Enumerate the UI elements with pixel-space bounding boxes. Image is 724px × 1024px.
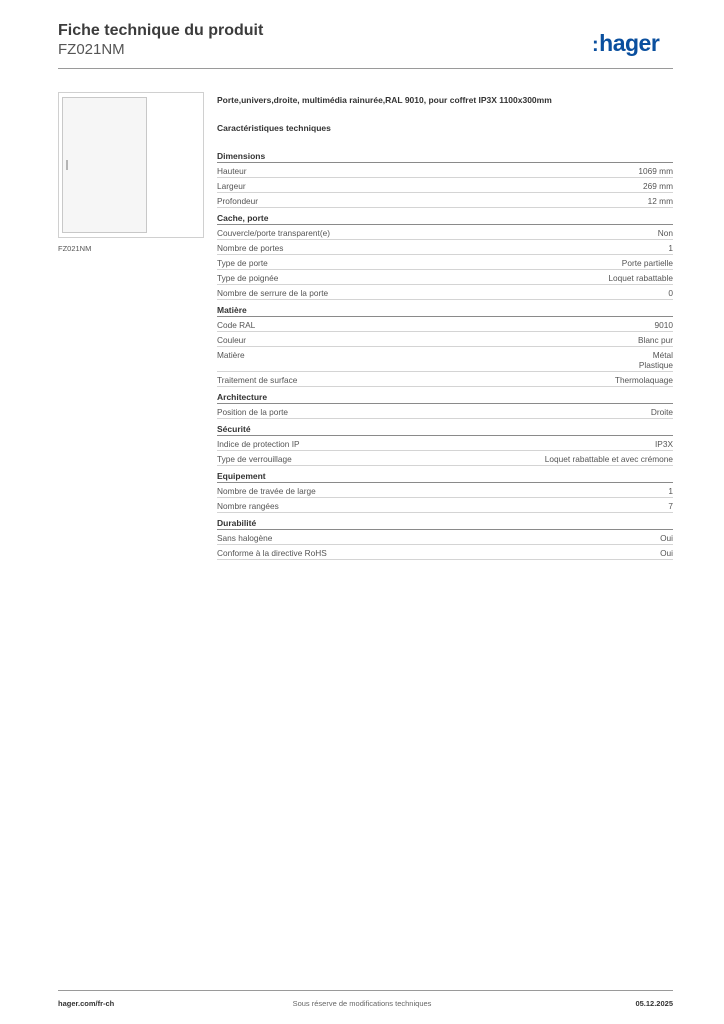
door-illustration (62, 97, 147, 233)
spec-label: Matière (217, 349, 245, 360)
spec-row (217, 372, 673, 387)
product-reference: FZ021NM (58, 41, 125, 58)
spec-section (217, 305, 673, 387)
spec-row (217, 404, 673, 419)
logo-text: hager (599, 30, 660, 56)
spec-label: Code RAL (217, 319, 256, 330)
spec-label: Profondeur (217, 195, 259, 206)
spec-label: Position de la porte (217, 406, 289, 417)
spec-value (660, 533, 673, 543)
spec-value-text: 269 mm (643, 180, 673, 191)
spec-label: Sans halogène (217, 532, 273, 543)
spec-row (217, 347, 673, 372)
spec-value-text: Porte partielle (621, 257, 673, 268)
footer-date: 05.12.2025 (635, 999, 673, 1008)
spec-label: Conforme à la directive RoHS (217, 547, 327, 558)
spec-value (638, 335, 673, 345)
spec-label: Type de porte (217, 257, 268, 268)
spec-value (658, 228, 673, 238)
spec-value (655, 320, 673, 330)
spec-row (217, 436, 673, 451)
spec-row (217, 240, 673, 255)
spec-value (668, 288, 673, 298)
spec-row (217, 451, 673, 466)
spec-section (217, 213, 673, 300)
footer-divider (58, 990, 673, 991)
spec-row (217, 225, 673, 240)
spec-value-text: Loquet rabattable et avec crémone (544, 453, 673, 464)
section-title: Cache, porte (217, 213, 673, 225)
spec-section (217, 392, 673, 419)
spec-value (668, 501, 673, 511)
specs-heading: Caractéristiques techniques (217, 123, 331, 133)
spec-label: Hauteur (217, 165, 247, 176)
spec-value (622, 258, 673, 268)
spec-value-text: 12 mm (647, 195, 673, 206)
spec-value-text: 1 (668, 485, 673, 496)
spec-row (217, 498, 673, 513)
spec-label: Couvercle/porte transparent(e) (217, 227, 330, 238)
section-title: Dimensions (217, 151, 673, 163)
section-title: Durabilité (217, 518, 673, 530)
brand-logo: :hager (592, 30, 660, 56)
spec-value-text: Droite (650, 406, 673, 417)
footer-website[interactable]: hager.com/fr-ch (58, 999, 115, 1008)
spec-row (217, 270, 673, 285)
spec-section (217, 151, 673, 208)
spec-value (545, 454, 673, 464)
spec-value (668, 486, 673, 496)
spec-value-text: 9010 (654, 319, 673, 330)
spec-value-text: Oui (660, 532, 673, 543)
section-title: Equipement (217, 471, 673, 483)
spec-value (660, 548, 673, 558)
spec-value-text: 1 (668, 242, 673, 253)
spec-value-text: Thermolaquage (614, 374, 673, 385)
spec-label: Type de verrouillage (217, 453, 292, 464)
spec-value-text: Loquet rabattable (608, 272, 673, 283)
spec-label: Largeur (217, 180, 246, 191)
page-title: Fiche technique du produit (58, 22, 264, 39)
spec-row (217, 163, 673, 178)
spec-value-text: IP3X (655, 438, 673, 449)
spec-value (668, 243, 673, 253)
spec-row (217, 255, 673, 270)
spec-row (217, 317, 673, 332)
spec-content (217, 95, 673, 565)
spec-value-text: Métal (652, 349, 673, 360)
spec-label: Traitement de surface (217, 374, 298, 385)
section-title: Matière (217, 305, 673, 317)
footer-notice: Sous réserve de modifications techniques (292, 999, 432, 1008)
spec-value (615, 375, 673, 385)
spec-row (217, 178, 673, 193)
spec-label: Couleur (217, 334, 247, 345)
spec-value (608, 273, 673, 283)
spec-value (639, 350, 673, 370)
spec-value (651, 407, 673, 417)
spec-section (217, 518, 673, 560)
spec-label: Type de poignée (217, 272, 279, 283)
spec-section (217, 471, 673, 513)
spec-value-text: 1069 mm (638, 165, 673, 176)
product-image-caption: FZ021NM (58, 244, 92, 253)
spec-value-text: Plastique (638, 359, 673, 370)
spec-value-text: Non (657, 227, 673, 238)
spec-value-text: Blanc pur (637, 334, 673, 345)
section-title: Architecture (217, 392, 673, 404)
spec-value (655, 439, 673, 449)
spec-label: Nombre de portes (217, 242, 284, 253)
spec-value-text: 7 (668, 500, 673, 511)
spec-sections (217, 151, 673, 560)
door-handle-icon (66, 160, 68, 170)
spec-row (217, 332, 673, 347)
product-description: Porte,univers,droite, multimédia rainurée,RAL 9010, pour coffret IP3X 1100x300mm (217, 95, 552, 105)
spec-row (217, 285, 673, 300)
header-divider (58, 68, 673, 69)
spec-value (638, 166, 673, 176)
spec-value-text: 0 (668, 287, 673, 298)
spec-label: Nombre de travée de large (217, 485, 316, 496)
spec-row (217, 483, 673, 498)
spec-label: Nombre rangées (217, 500, 279, 511)
product-image (58, 92, 204, 238)
spec-label: Indice de protection IP (217, 438, 300, 449)
spec-value (648, 196, 673, 206)
spec-row (217, 545, 673, 560)
spec-section (217, 424, 673, 466)
spec-row (217, 193, 673, 208)
spec-value (643, 181, 673, 191)
spec-label: Nombre de serrure de la porte (217, 287, 329, 298)
section-title: Sécurité (217, 424, 673, 436)
spec-value-text: Oui (660, 547, 673, 558)
spec-row (217, 530, 673, 545)
